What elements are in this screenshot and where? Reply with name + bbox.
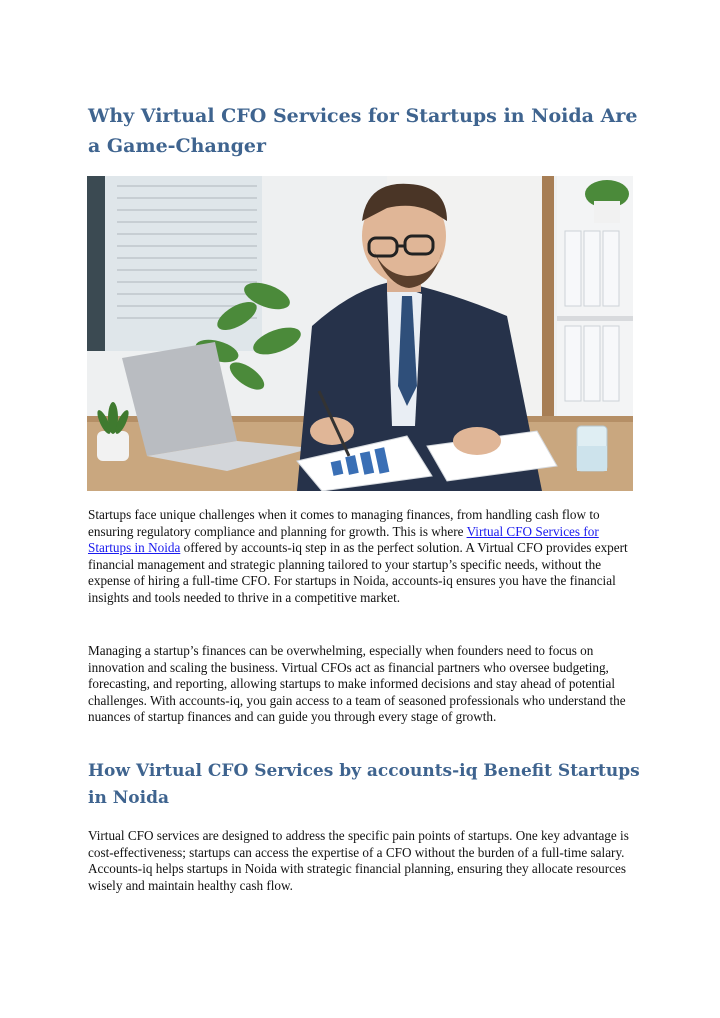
intro-text-end: offered by accounts-iq step in as the perfect solution. A Virtual CFO provides expert financial management and strategic planning tailored to your startup’s specific needs, without the expense of hiring a full-time CFO. For startups in Noida, accounts-iq ensures you have the financial insights and tools needed to thrive in a competitive market. [88, 540, 628, 605]
intro-paragraph [88, 507, 636, 606]
hero-image [87, 176, 633, 491]
intro-text-start: Startups face unique challenges when it comes to managing finances, from handling cash flow to ensuring regulatory compliance and planning for growth. This is where [88, 507, 600, 539]
body-paragraph-3: Virtual CFO services are designed to address the specific pain points of startups. One key advantage is cost-effectiveness; startups can access the expertise of a CFO without the burden of a full-time salary. Accounts-iq helps startups in Noida with strategic financial planning, ensuring they allocate resources wisely and maintain healthy cash flow. [88, 828, 629, 893]
hero-illustration [87, 176, 633, 491]
page-title: Why Virtual CFO Services for Startups in Noida Are a Game-Changer [88, 105, 638, 157]
virtual-cfo-services-link[interactable]: Virtual CFO Services for Startups in Noida [88, 523, 599, 555]
body-paragraph-2: Managing a startup’s finances can be overwhelming, especially when founders need to focus on innovation and scaling the business. Virtual CFOs act as financial partners who oversee budgeting, forecasting, and reporting, allowing startups to make informed decisions and stay ahead of potential challenges. With accounts-iq, you gain access to a team of seasoned professionals who understand the nuances of startup finances and can guide you through every stage of growth. [88, 643, 626, 724]
section-heading: How Virtual CFO Services by accounts-iq Benefit Startups in Noida [88, 761, 640, 808]
